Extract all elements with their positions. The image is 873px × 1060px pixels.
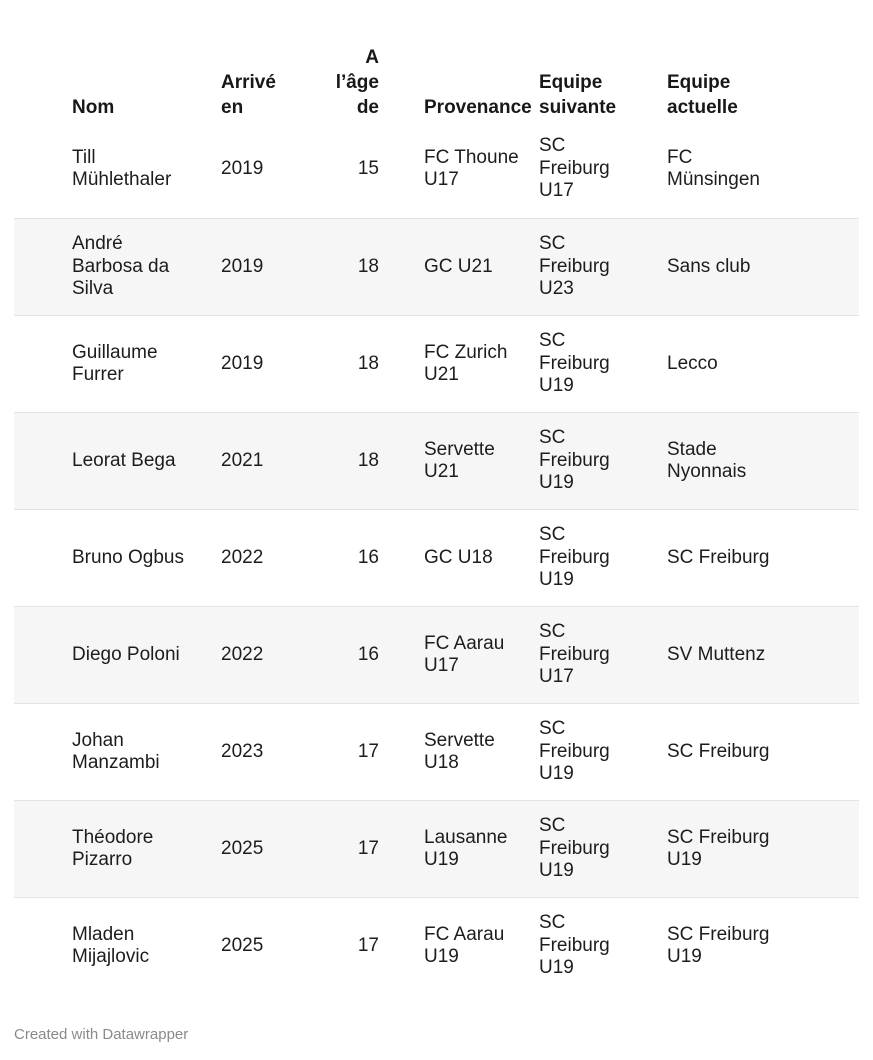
cell-suivante-text: SC Freiburg U17 xyxy=(539,621,610,688)
cell-actuelle xyxy=(667,547,797,570)
cell-age xyxy=(309,353,379,376)
cell-suivante-text: SC Freiburg U19 xyxy=(539,815,610,882)
header-provenance: Provenance xyxy=(424,97,532,118)
cell-nom xyxy=(14,644,221,667)
cell-arrive xyxy=(221,644,309,667)
cell-provenance xyxy=(379,147,539,192)
cell-provenance xyxy=(379,633,539,678)
cell-provenance xyxy=(379,342,539,387)
cell-provenance xyxy=(379,924,539,969)
table-row xyxy=(14,412,859,509)
cell-provenance-text: GC U21 xyxy=(424,255,493,277)
cell-provenance-text: Servette U21 xyxy=(424,438,495,482)
cell-suivante xyxy=(539,427,667,495)
cell-arrive xyxy=(221,547,309,570)
cell-provenance-text: FC Thoune U17 xyxy=(424,146,519,190)
header-arrive: Arrivé en xyxy=(221,72,276,118)
table-header xyxy=(14,32,859,120)
datawrapper-credit: Created with Datawrapper xyxy=(14,1026,189,1043)
cell-age xyxy=(309,450,379,473)
cell-age xyxy=(309,644,379,667)
cell-arrive-text: 2022 xyxy=(221,643,264,665)
cell-provenance xyxy=(379,827,539,872)
cell-arrive-text: 2019 xyxy=(221,157,264,179)
cell-arrive-text: 2025 xyxy=(221,837,264,859)
cell-actuelle-text: Lecco xyxy=(667,352,718,374)
table-row xyxy=(14,509,859,606)
cell-age-text: 16 xyxy=(357,643,379,665)
cell-arrive-text: 2019 xyxy=(221,255,264,277)
cell-age-text: 17 xyxy=(357,740,379,762)
cell-age-text: 16 xyxy=(357,546,379,568)
cell-actuelle xyxy=(667,353,797,376)
cell-suivante xyxy=(539,135,667,203)
cell-nom xyxy=(14,233,221,301)
cell-provenance-text: Lausanne U19 xyxy=(424,826,508,870)
table-row xyxy=(14,218,859,315)
cell-nom-text: Théodore Pizarro xyxy=(72,826,154,870)
cell-actuelle-text: SC Freiburg xyxy=(667,740,770,762)
cell-suivante-text: SC Freiburg U17 xyxy=(539,135,610,202)
cell-nom-text: Bruno Ogbus xyxy=(72,546,184,568)
cell-arrive xyxy=(221,450,309,473)
cell-nom-text: Guillaume Furrer xyxy=(72,341,158,385)
cell-suivante xyxy=(539,524,667,592)
cell-actuelle-text: Sans club xyxy=(667,255,751,277)
cell-provenance xyxy=(379,439,539,484)
cell-age-text: 18 xyxy=(357,449,379,471)
table-row xyxy=(14,703,859,800)
cell-nom xyxy=(14,924,221,969)
table-row xyxy=(14,120,859,218)
cell-actuelle-text: SV Muttenz xyxy=(667,643,766,665)
table-row xyxy=(14,315,859,412)
cell-nom xyxy=(14,730,221,775)
cell-nom xyxy=(14,450,221,473)
cell-arrive xyxy=(221,935,309,958)
cell-suivante-text: SC Freiburg U19 xyxy=(539,912,610,979)
cell-nom-text: Johan Manzambi xyxy=(72,729,160,773)
cell-provenance-text: FC Aarau U17 xyxy=(424,632,505,676)
table-row xyxy=(14,897,859,994)
cell-suivante xyxy=(539,330,667,398)
cell-arrive-text: 2025 xyxy=(221,934,264,956)
cell-suivante xyxy=(539,233,667,301)
cell-arrive xyxy=(221,353,309,376)
cell-suivante-text: SC Freiburg U19 xyxy=(539,330,610,397)
cell-suivante xyxy=(539,912,667,980)
cell-actuelle xyxy=(667,644,797,667)
cell-provenance xyxy=(379,547,539,570)
cell-nom-text: Till Mühlethaler xyxy=(72,146,172,190)
cell-nom-text: André Barbosa da Silva xyxy=(72,233,170,300)
cell-suivante-text: SC Freiburg U19 xyxy=(539,427,610,494)
cell-suivante xyxy=(539,718,667,786)
cell-suivante-text: SC Freiburg U19 xyxy=(539,718,610,785)
cell-arrive-text: 2023 xyxy=(221,740,264,762)
cell-nom xyxy=(14,547,221,570)
cell-age xyxy=(309,741,379,764)
cell-age-text: 18 xyxy=(357,255,379,277)
cell-age xyxy=(309,935,379,958)
cell-provenance-text: FC Zurich U21 xyxy=(424,341,508,385)
cell-arrive-text: 2021 xyxy=(221,449,264,471)
cell-provenance xyxy=(379,256,539,279)
cell-arrive-text: 2022 xyxy=(221,546,264,568)
cell-age xyxy=(309,256,379,279)
cell-actuelle xyxy=(667,924,797,969)
cell-arrive xyxy=(221,158,309,181)
header-suivante: Equipe suivante xyxy=(539,72,617,118)
cell-nom xyxy=(14,147,221,192)
cell-suivante xyxy=(539,621,667,689)
cell-nom-text: Mladen Mijajlovic xyxy=(72,923,150,967)
cell-actuelle-text: SC Freiburg xyxy=(667,546,770,568)
table-row xyxy=(14,606,859,703)
cell-age-text: 17 xyxy=(357,837,379,859)
cell-actuelle xyxy=(667,741,797,764)
cell-actuelle xyxy=(667,439,797,484)
cell-age-text: 15 xyxy=(357,157,379,179)
cell-actuelle-text: Stade Nyonnais xyxy=(667,438,747,482)
cell-suivante-text: SC Freiburg U19 xyxy=(539,524,610,591)
header-actuelle: Equipe actuelle xyxy=(667,72,738,118)
cell-provenance-text: GC U18 xyxy=(424,546,493,568)
cell-provenance-text: Servette U18 xyxy=(424,729,495,773)
cell-actuelle-text: FC Münsingen xyxy=(667,146,760,190)
table-row xyxy=(14,800,859,897)
cell-arrive-text: 2019 xyxy=(221,352,264,374)
cell-provenance-text: FC Aarau U19 xyxy=(424,923,505,967)
cell-arrive xyxy=(221,741,309,764)
cell-nom xyxy=(14,827,221,872)
cell-nom-text: Diego Poloni xyxy=(72,643,180,665)
header-nom: Nom xyxy=(72,97,115,118)
cell-arrive xyxy=(221,838,309,861)
cell-age xyxy=(309,838,379,861)
cell-actuelle xyxy=(667,256,797,279)
cell-actuelle-text: SC Freiburg U19 xyxy=(667,826,770,870)
header-age: A l’âge de xyxy=(335,47,379,118)
players-table xyxy=(14,32,859,994)
cell-nom xyxy=(14,342,221,387)
cell-nom-text: Leorat Bega xyxy=(72,449,176,471)
cell-provenance xyxy=(379,730,539,775)
cell-age xyxy=(309,547,379,570)
cell-age-text: 17 xyxy=(357,934,379,956)
cell-actuelle xyxy=(667,147,797,192)
cell-suivante xyxy=(539,815,667,883)
cell-arrive xyxy=(221,256,309,279)
cell-actuelle xyxy=(667,827,797,872)
cell-actuelle-text: SC Freiburg U19 xyxy=(667,923,770,967)
cell-suivante-text: SC Freiburg U23 xyxy=(539,233,610,300)
cell-age xyxy=(309,158,379,181)
cell-age-text: 18 xyxy=(357,352,379,374)
